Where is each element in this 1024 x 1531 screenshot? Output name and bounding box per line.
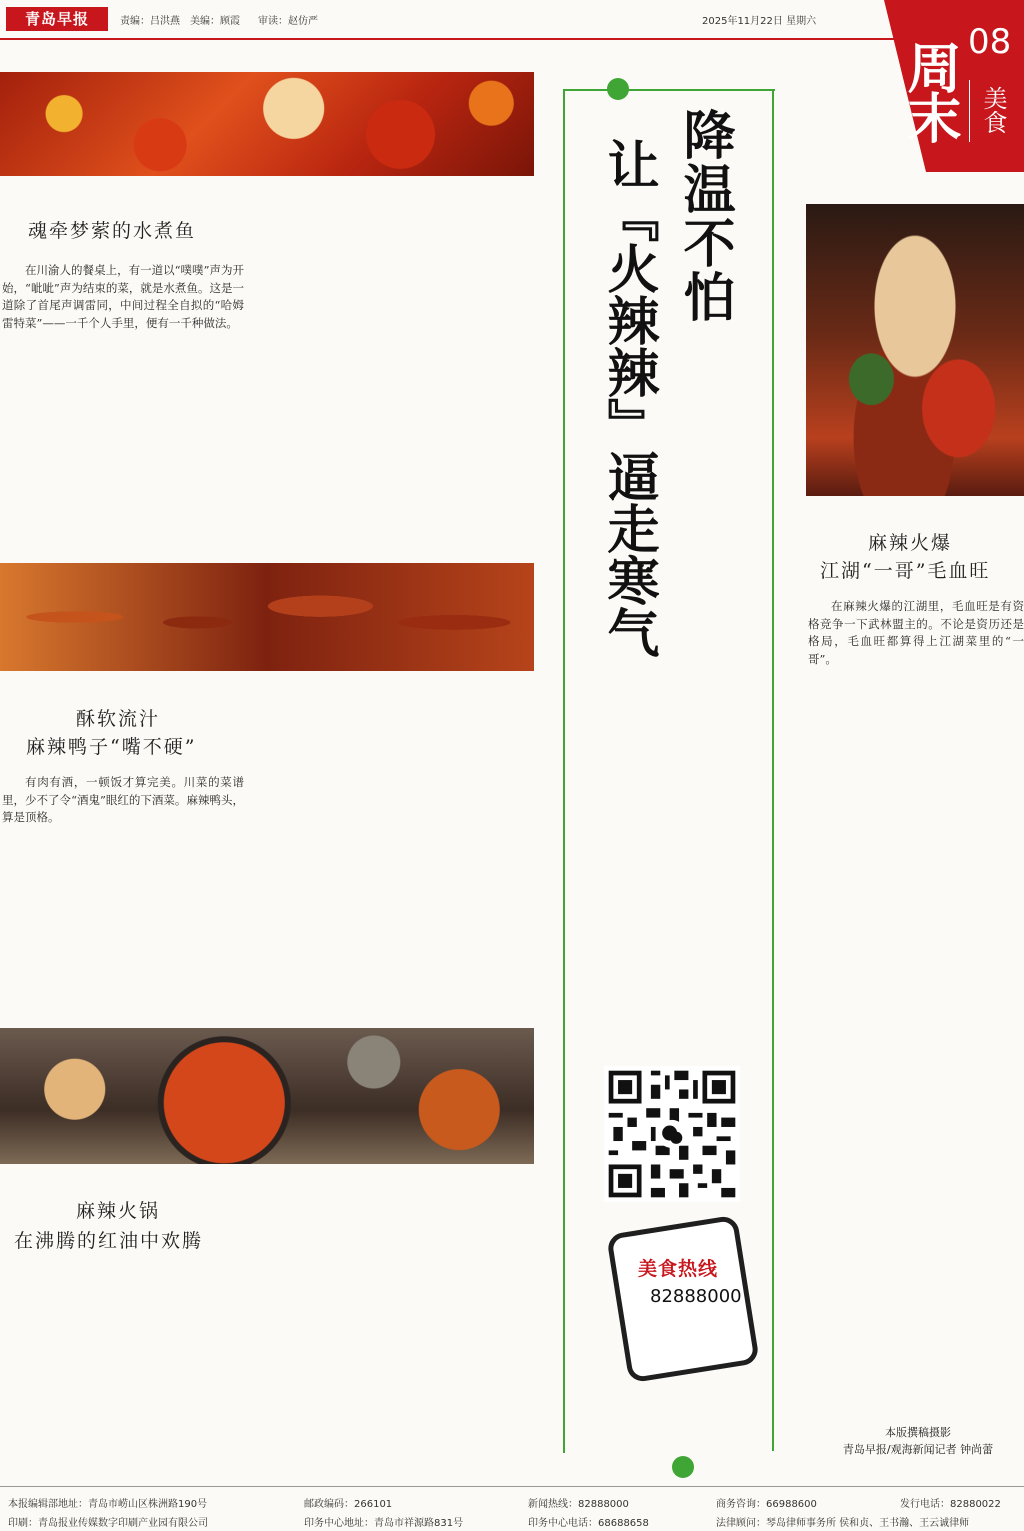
hotline-label: 美食热线 bbox=[638, 1258, 719, 1280]
article-title-boiled-fish: 魂牵梦萦的水煮鱼 bbox=[28, 220, 197, 242]
article-body-maoxuewang bbox=[808, 598, 1024, 668]
footer-distribution: 发行电话：82880022 bbox=[900, 1499, 1001, 1510]
footer-postcode: 邮政编码：266101 bbox=[304, 1499, 393, 1510]
byline-box bbox=[820, 1424, 1016, 1458]
section-divider bbox=[969, 80, 970, 142]
hotpot-photo bbox=[0, 1028, 534, 1164]
decor-dot bbox=[607, 78, 629, 100]
footer-print-center-phone: 印务中心电话：68688658 bbox=[528, 1518, 649, 1529]
duck-head-photo bbox=[0, 563, 534, 671]
page-number: 08 bbox=[968, 22, 1012, 62]
article-title-duck-line1: 酥软流汁 bbox=[76, 708, 161, 730]
feature-frame-right bbox=[772, 89, 774, 1451]
footer-print-center-address: 印务中心地址：青岛市祥源路831号 bbox=[304, 1518, 464, 1529]
article-title-hotpot-line1: 麻辣火锅 bbox=[76, 1200, 161, 1222]
credit-editor: 责编：吕洪燕 bbox=[120, 16, 180, 27]
section-title: 周末 bbox=[899, 40, 963, 140]
article-title-hotpot-line2: 在沸腾的红油中欢腾 bbox=[14, 1230, 204, 1252]
paragraph: 在川渝人的餐桌上，有一道以“噗噗”声为开始，“呲呲”声为结束的菜，就是水煮鱼。这是一道除了首尾声调雷同，中间过程全自拟的“哈姆雷特菜”——一千个人手里，便有一千种做法。 bbox=[2, 263, 244, 330]
byline-line2: 青岛早报/观海新闻记者 钟尚蕾 bbox=[842, 1443, 994, 1456]
article-body-duck bbox=[2, 774, 244, 827]
decor-dot bbox=[672, 1456, 694, 1478]
footer-printer: 印刷：青岛报业传媒数字印刷产业园有限公司 bbox=[8, 1518, 208, 1529]
qr-code[interactable] bbox=[604, 1066, 740, 1202]
feature-headline-main: 降温不怕 bbox=[674, 108, 735, 324]
boiled-fish-photo bbox=[0, 72, 534, 176]
section-subtitle: 美食 bbox=[979, 86, 1007, 134]
byline-line1: 本版撰稿摄影 bbox=[885, 1426, 951, 1439]
footer-rule bbox=[0, 1486, 1024, 1487]
newspaper-logo: 青岛早报 bbox=[6, 7, 108, 31]
article-title-maoxuewang-line2: 江湖“一哥”毛血旺 bbox=[820, 560, 991, 582]
footer-address: 本报编辑部地址：青岛市崂山区株洲路190号 bbox=[8, 1499, 208, 1510]
paragraph: 在麻辣火爆的江湖里，毛血旺是有资格竞争一下武林盟主的。不论是资历还是格局，毛血旺都算得上江湖菜里的“一哥”。 bbox=[808, 599, 1024, 666]
hotline-number[interactable]: 82888000 bbox=[650, 1286, 742, 1307]
article-body-boiled-fish bbox=[2, 262, 244, 332]
footer-legal: 法律顾问：琴岛律师事务所 侯和贞、王书瀚、王云诚律师 bbox=[716, 1518, 970, 1529]
credit-proofreader: 审读：赵仿严 bbox=[258, 16, 318, 27]
mao-xue-wang-photo bbox=[806, 204, 1024, 496]
footer-news-hotline: 新闻热线：82888000 bbox=[528, 1499, 629, 1510]
article-title-maoxuewang-line1: 麻辣火爆 bbox=[868, 532, 953, 554]
footer-business: 商务咨询：66988600 bbox=[716, 1499, 817, 1510]
paragraph: 有肉有酒，一顿饭才算完美。川菜的菜谱里，少不了令“酒鬼”眼红的下酒菜。麻辣鸭头，算是顶格。 bbox=[2, 775, 244, 825]
feature-headline-sub: 让『火辣辣』逼走寒气 bbox=[598, 138, 659, 658]
article-title-duck-line2: 麻辣鸭子“嘴不硬” bbox=[26, 736, 197, 758]
credit-designer: 美编：顾霞 bbox=[190, 16, 240, 27]
issue-date: 2025年11月22日 星期六 bbox=[702, 16, 817, 27]
